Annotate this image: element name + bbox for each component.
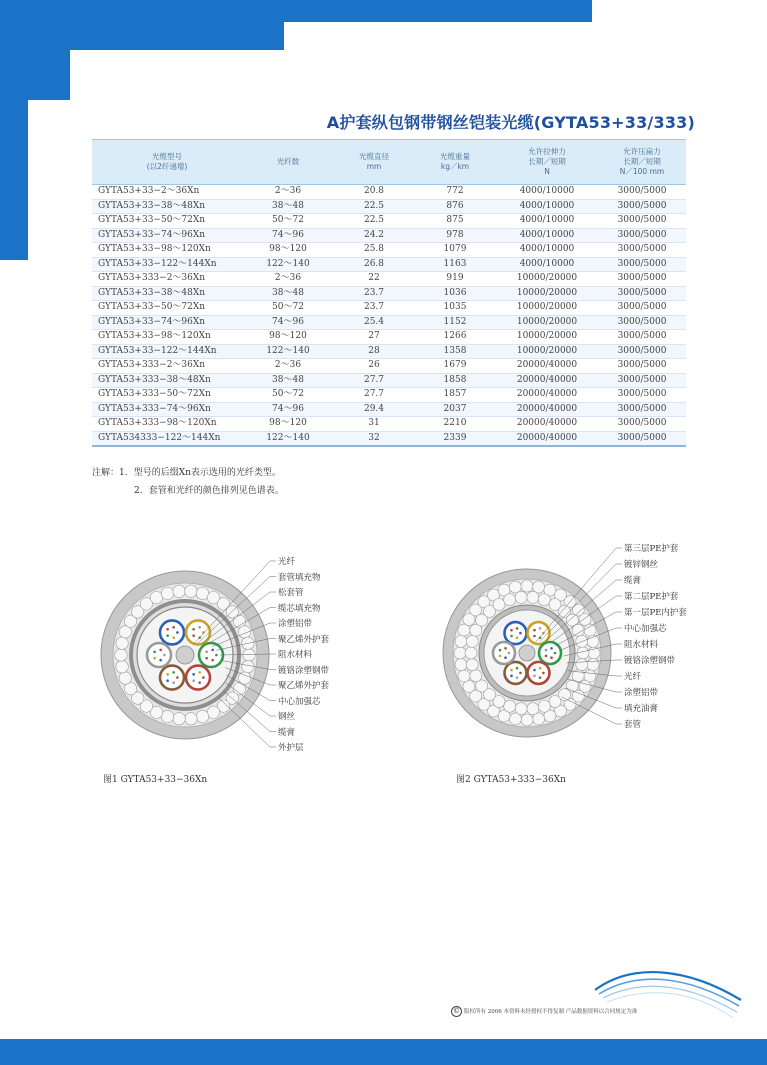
figure-label: 中心加强芯 <box>624 624 667 634</box>
corner-block-step-3 <box>0 50 70 100</box>
figure-label: 聚乙烯外护套 <box>278 634 330 645</box>
cell-fiber-count: 74～96 <box>242 315 334 330</box>
cell-model: GYTA53+333−2～36Xn <box>92 359 242 374</box>
figure-label: 缆芯填充物 <box>278 603 321 614</box>
cell-diameter: 29.4 <box>334 402 414 417</box>
cell-crush: 3000/5000 <box>598 330 686 345</box>
cell-tensile: 4000/10000 <box>496 243 598 258</box>
cell-fiber-count: 74～96 <box>242 228 334 243</box>
cell-crush: 3000/5000 <box>598 199 686 214</box>
cell-weight: 772 <box>414 185 496 200</box>
table-row <box>92 373 686 388</box>
cell-crush: 3000/5000 <box>598 315 686 330</box>
figure-label: 第三层PE护套 <box>624 544 679 554</box>
cell-crush: 3000/5000 <box>598 373 686 388</box>
table-row <box>92 272 686 287</box>
cell-diameter: 32 <box>334 431 414 446</box>
cell-crush: 3000/5000 <box>598 388 686 403</box>
header-diameter: 光缆直径 mm <box>334 140 414 185</box>
cable-cross-section-2 <box>430 540 720 770</box>
table-row <box>92 315 686 330</box>
cell-crush: 3000/5000 <box>598 402 686 417</box>
cell-tensile: 20000/40000 <box>496 417 598 432</box>
corner-block-top <box>0 0 592 22</box>
cell-weight: 1079 <box>414 243 496 258</box>
cell-fiber-count: 98～120 <box>242 330 334 345</box>
figure-label: 套管 <box>624 720 642 730</box>
figure-label: 填充油膏 <box>624 704 659 714</box>
table-row <box>92 228 686 243</box>
cell-crush: 3000/5000 <box>598 344 686 359</box>
figure-1-caption: 图1 GYTA53+33−36Xn <box>103 775 208 785</box>
cell-crush: 3000/5000 <box>598 286 686 301</box>
cell-fiber-count: 38～48 <box>242 199 334 214</box>
figure-label: 镀铬涂塑钢带 <box>624 656 676 666</box>
figure-label: 光纤 <box>278 557 296 567</box>
table-header-row <box>92 140 686 185</box>
copyright-text: 版权所有 2006 本资料未经授权不得复制 产品数据资料以合同规定为准 <box>464 1009 638 1015</box>
cell-crush: 3000/5000 <box>598 301 686 316</box>
cell-diameter: 22.5 <box>334 214 414 229</box>
cell-model: GYTA53+33−50～72Xn <box>92 214 242 229</box>
cell-weight: 1679 <box>414 359 496 374</box>
corner-block-step-2 <box>0 22 284 50</box>
table-row <box>92 431 686 446</box>
figure-label: 光纤 <box>624 672 642 682</box>
cell-weight: 978 <box>414 228 496 243</box>
cell-diameter: 27.7 <box>334 388 414 403</box>
table-row <box>92 402 686 417</box>
cable-cross-section-1 <box>100 540 360 770</box>
figure-label: 镀锌钢丝 <box>624 560 659 570</box>
cell-weight: 876 <box>414 199 496 214</box>
cell-fiber-count: 98～120 <box>242 243 334 258</box>
cell-crush: 3000/5000 <box>598 257 686 272</box>
cell-diameter: 25.4 <box>334 315 414 330</box>
cell-tensile: 4000/10000 <box>496 214 598 229</box>
table-row <box>92 286 686 301</box>
cell-model: GYTA53+33−38～48Xn <box>92 199 242 214</box>
cell-tensile: 10000/20000 <box>496 286 598 301</box>
header-weight: 光缆重量 kg／km <box>414 140 496 185</box>
header-model: 光缆型号 (以2纤递增) <box>92 140 242 185</box>
cell-tensile: 20000/40000 <box>496 359 598 374</box>
cell-tensile: 20000/40000 <box>496 431 598 446</box>
cell-diameter: 31 <box>334 417 414 432</box>
cell-crush: 3000/5000 <box>598 417 686 432</box>
note-line-2: 2．套管和光纤的颜色排列见色谱表。 <box>134 486 284 496</box>
corner-block-left <box>0 100 28 260</box>
cell-weight: 1858 <box>414 373 496 388</box>
cell-crush: 3000/5000 <box>598 228 686 243</box>
page-title: A护套纵包钢带钢丝铠装光缆(GYTA53+33/333) <box>326 113 695 132</box>
cell-fiber-count: 122～140 <box>242 257 334 272</box>
figure-label: 钢丝 <box>278 712 296 722</box>
cell-tensile: 4000/10000 <box>496 257 598 272</box>
cell-tensile: 10000/20000 <box>496 272 598 287</box>
cell-diameter: 27.7 <box>334 373 414 388</box>
copyright-icon: © <box>453 1007 460 1015</box>
cell-diameter: 26.8 <box>334 257 414 272</box>
bottom-bar <box>0 1039 767 1065</box>
figure-label: 第一层PE内护套 <box>624 608 687 618</box>
cell-fiber-count: 38～48 <box>242 286 334 301</box>
cell-model: GYTA53+33−98～120Xn <box>92 330 242 345</box>
table-row <box>92 388 686 403</box>
table-row <box>92 417 686 432</box>
cell-diameter: 27 <box>334 330 414 345</box>
table-row <box>92 257 686 272</box>
table-row <box>92 344 686 359</box>
cell-diameter: 26 <box>334 359 414 374</box>
cell-model: GYTA53+33−122～144Xn <box>92 344 242 359</box>
cell-crush: 3000/5000 <box>598 359 686 374</box>
cell-weight: 1152 <box>414 315 496 330</box>
table-row <box>92 301 686 316</box>
figure-label: 松套管 <box>278 588 304 598</box>
cell-fiber-count: 38～48 <box>242 373 334 388</box>
figure-label: 聚乙烯外护套 <box>278 681 330 691</box>
cell-model: GYTA53+33−122～144Xn <box>92 257 242 272</box>
cell-tensile: 4000/10000 <box>496 199 598 214</box>
header-crush: 允许压扁力 长期／短期 N／100 mm <box>598 140 686 185</box>
cell-weight: 1036 <box>414 286 496 301</box>
table-body <box>92 185 686 447</box>
figure-label: 阻水材料 <box>624 640 659 650</box>
cell-model: GYTA53+333−38～48Xn <box>92 373 242 388</box>
cell-crush: 3000/5000 <box>598 214 686 229</box>
cell-fiber-count: 50～72 <box>242 301 334 316</box>
cell-model: GYTA53+333−74～96Xn <box>92 402 242 417</box>
table-row <box>92 243 686 258</box>
cell-fiber-count: 2～36 <box>242 185 334 200</box>
figure-label: 缆膏 <box>278 727 296 738</box>
cell-diameter: 24.2 <box>334 228 414 243</box>
cell-tensile: 10000/20000 <box>496 330 598 345</box>
cell-tensile: 20000/40000 <box>496 402 598 417</box>
cell-crush: 3000/5000 <box>598 272 686 287</box>
cell-weight: 1163 <box>414 257 496 272</box>
table-row <box>92 330 686 345</box>
cell-diameter: 25.8 <box>334 243 414 258</box>
cell-weight: 2339 <box>414 431 496 446</box>
cell-fiber-count: 2～36 <box>242 359 334 374</box>
cell-weight: 1266 <box>414 330 496 345</box>
cell-diameter: 28 <box>334 344 414 359</box>
header-tensile: 允许拉伸力 长期／短期 N <box>496 140 598 185</box>
cell-diameter: 23.7 <box>334 286 414 301</box>
cell-crush: 3000/5000 <box>598 185 686 200</box>
cell-tensile: 10000/20000 <box>496 344 598 359</box>
figure-label: 涂塑铝带 <box>624 688 659 698</box>
figure-2-caption: 图2 GYTA53+333−36Xn <box>456 775 566 785</box>
cell-fiber-count: 122～140 <box>242 344 334 359</box>
cell-crush: 3000/5000 <box>598 431 686 446</box>
cell-weight: 2210 <box>414 417 496 432</box>
cell-model: GYTA53+333−50～72Xn <box>92 388 242 403</box>
cell-fiber-count: 98～120 <box>242 417 334 432</box>
cell-tensile: 20000/40000 <box>496 388 598 403</box>
cell-diameter: 20.8 <box>334 185 414 200</box>
table-row <box>92 214 686 229</box>
note-line-1: 注解：1．型号的后缀Xn表示选用的光纤类型。 <box>92 468 281 478</box>
cell-weight: 2037 <box>414 402 496 417</box>
cell-fiber-count: 50～72 <box>242 214 334 229</box>
figure-label: 套管填充物 <box>278 572 321 583</box>
figure-2 <box>430 540 720 770</box>
table-row <box>92 359 686 374</box>
cell-tensile: 10000/20000 <box>496 315 598 330</box>
table-row <box>92 185 686 200</box>
cell-fiber-count: 2～36 <box>242 272 334 287</box>
figure-label: 第二层PE护套 <box>624 592 679 602</box>
figure-label: 镀铬涂塑钢带 <box>278 665 330 676</box>
cell-fiber-count: 50～72 <box>242 388 334 403</box>
cell-diameter: 22.5 <box>334 199 414 214</box>
cell-model: GYTA53+333−2～36Xn <box>92 272 242 287</box>
cell-tensile: 10000/20000 <box>496 301 598 316</box>
figure-label: 外护层 <box>278 743 304 753</box>
cell-crush: 3000/5000 <box>598 243 686 258</box>
cell-diameter: 22 <box>334 272 414 287</box>
table-row <box>92 199 686 214</box>
cell-model: GYTA53+33−50～72Xn <box>92 301 242 316</box>
figure-1 <box>100 540 360 770</box>
cell-model: GYTA534333−122～144Xn <box>92 431 242 446</box>
figure-label: 阻水材料 <box>278 650 313 660</box>
cell-weight: 1035 <box>414 301 496 316</box>
cell-model: GYTA53+33−38～48Xn <box>92 286 242 301</box>
figure-label: 涂塑铝带 <box>278 619 313 629</box>
cell-model: GYTA53+33−74～96Xn <box>92 228 242 243</box>
cell-weight: 1857 <box>414 388 496 403</box>
cell-weight: 1358 <box>414 344 496 359</box>
cell-model: GYTA53+333−98～120Xn <box>92 417 242 432</box>
cell-model: GYTA53+33−2～36Xn <box>92 185 242 200</box>
header-fiber-count: 光纤数 <box>242 140 334 185</box>
cell-tensile: 20000/40000 <box>496 373 598 388</box>
figure-label: 缆膏 <box>624 576 642 586</box>
cell-model: GYTA53+33−98～120Xn <box>92 243 242 258</box>
figure-label: 中心加强芯 <box>278 696 321 707</box>
cell-diameter: 23.7 <box>334 301 414 316</box>
cell-tensile: 4000/10000 <box>496 228 598 243</box>
cell-tensile: 4000/10000 <box>496 185 598 200</box>
cell-model: GYTA53+33−74～96Xn <box>92 315 242 330</box>
cell-fiber-count: 74～96 <box>242 402 334 417</box>
cell-weight: 919 <box>414 272 496 287</box>
cell-weight: 875 <box>414 214 496 229</box>
cell-fiber-count: 122～140 <box>242 431 334 446</box>
spec-table <box>92 139 686 447</box>
